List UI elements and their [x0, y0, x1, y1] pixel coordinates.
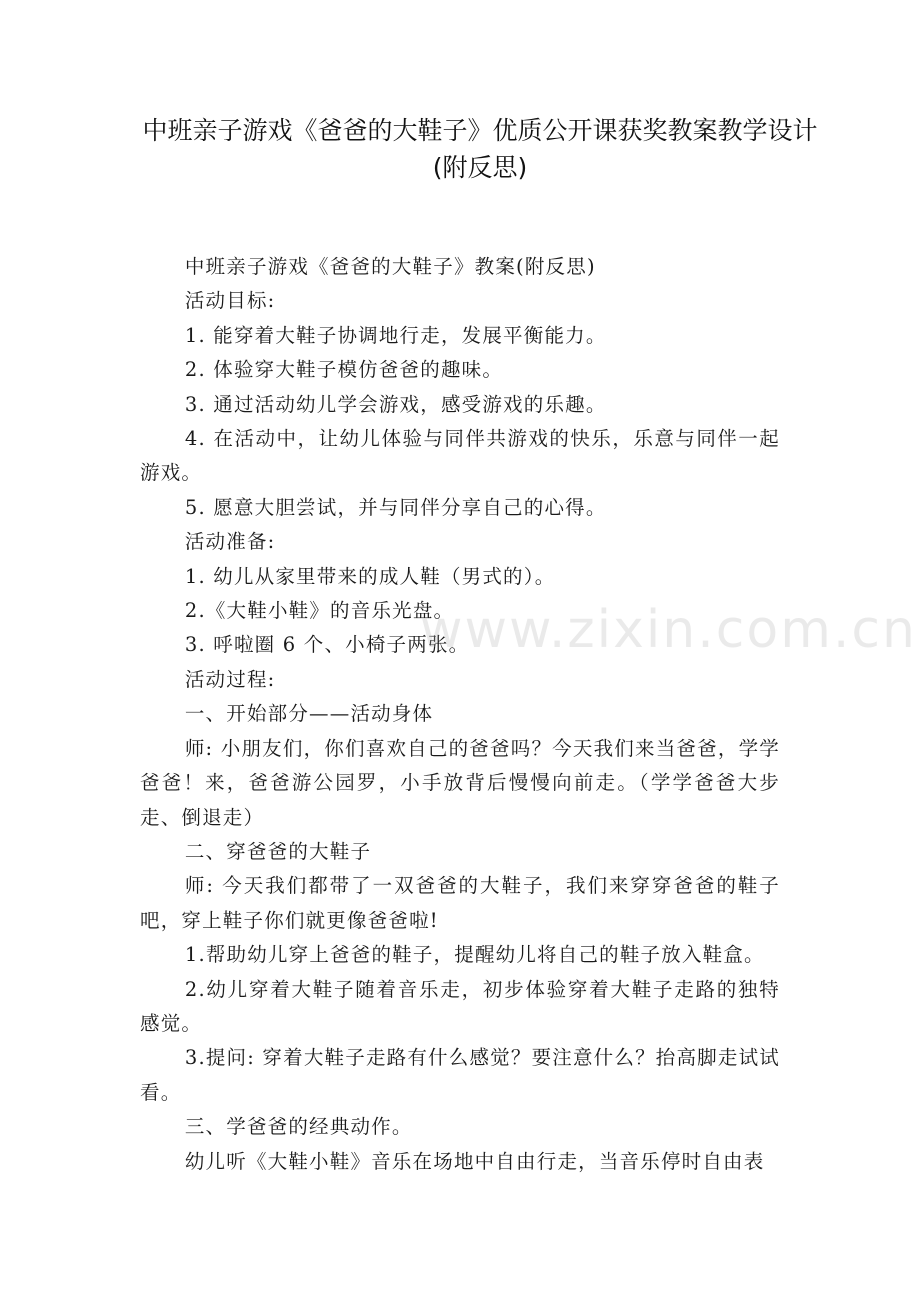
paragraph-goal-4: 4. 在活动中，让幼儿体验与同伴共游戏的快乐，乐意与同伴一起游戏。 [140, 427, 780, 485]
paragraph-process-label: 活动过程: [184, 667, 276, 691]
paragraph-section-2-step-1: 1.帮助幼儿穿上爸爸的鞋子，提醒幼儿将自己的鞋子放入鞋盒。 [184, 943, 765, 967]
paragraph-preparation-label: 活动准备: [184, 530, 276, 554]
paragraph-goal-1: 1. 能穿着大鞋子协调地行走，发展平衡能力。 [184, 323, 607, 347]
paragraph-goal-3: 3. 通过活动幼儿学会游戏，感受游戏的乐趣。 [184, 392, 607, 416]
paragraph-section-3-text: 幼儿听《大鞋小鞋》音乐在场地中自由行走，当音乐停时自由表 [184, 1149, 765, 1173]
paragraph-preparation-2: 2.《大鞋小鞋》的音乐光盘。 [184, 599, 455, 623]
paragraph-section-2-teacher: 师: 今天我们都带了一双爸爸的大鞋子，我们来穿穿爸爸的鞋子吧，穿上鞋子你们就更像爸爸啦! [140, 874, 780, 932]
paragraph-section-2-step-2: 2.幼儿穿着大鞋子随着音乐走，初步体验穿着大鞋子走路的独特感觉。 [140, 977, 780, 1035]
paragraph-section-2-heading: 二、穿爸爸的大鞋子 [184, 839, 372, 863]
paragraph-section-2-step-3: 3.提问: 穿着大鞋子走路有什么感觉？要注意什么？抬高脚走试试看。 [140, 1046, 780, 1104]
paragraph-section-3-heading: 三、学爸爸的经典动作。 [184, 1115, 413, 1139]
document-title: 中班亲子游戏《爸爸的大鞋子》优质公开课获奖教案教学设计(附反思) [142, 116, 818, 182]
paragraph-lesson-heading: 中班亲子游戏《爸爸的大鞋子》教案(附反思) [184, 255, 596, 278]
paragraph-preparation-3: 3. 呼啦圈 6 个、小椅子两张。 [184, 633, 470, 657]
document-body [140, 250, 780, 1179]
paragraph-section-1-teacher: 师: 小朋友们，你们喜欢自己的爸爸吗？今天我们来当爸爸，学学爸爸！来，爸爸游公园罗，小手放背后慢慢向前走。（学学爸爸大步走、倒退走） [140, 736, 780, 829]
paragraph-goal-5: 5. 愿意大胆尝试，并与同伴分享自己的心得。 [184, 495, 607, 519]
paragraph-preparation-1: 1. 幼儿从家里带来的成人鞋（男式的）。 [184, 564, 556, 588]
paragraph-goals-label: 活动目标: [184, 289, 276, 313]
watermark: www.zixin.com.cn [420, 600, 917, 660]
paragraph-goal-2: 2. 体验穿大鞋子模仿爸爸的趣味。 [184, 358, 504, 382]
paragraph-section-1-heading: 一、开始部分——活动身体 [184, 702, 434, 726]
